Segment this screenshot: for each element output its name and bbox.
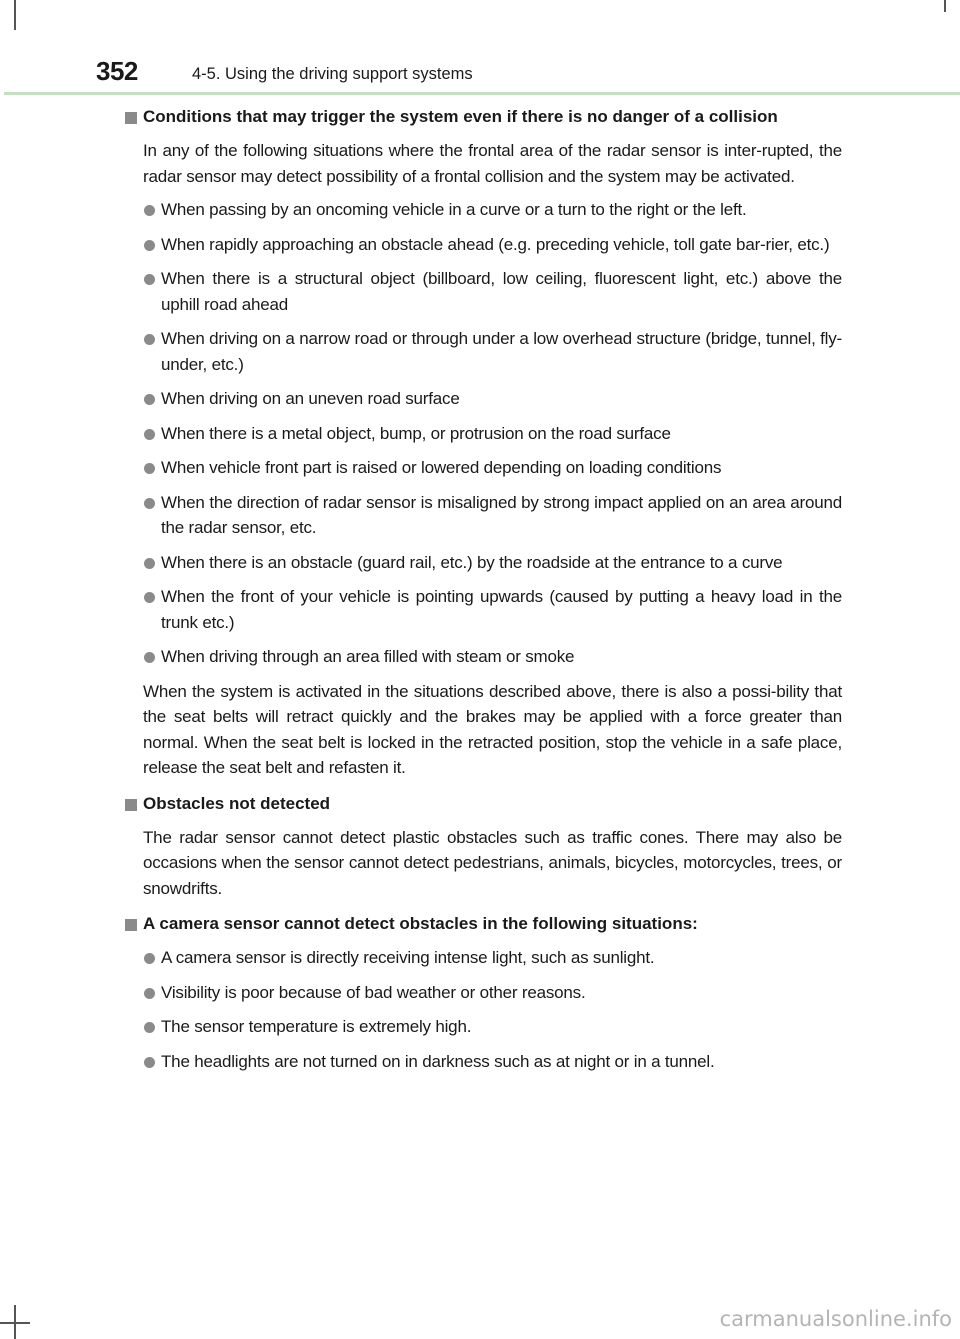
list-item-text: When driving on an uneven road surface <box>161 389 460 408</box>
list-item <box>124 326 842 377</box>
section-heading <box>124 911 842 937</box>
list-item-text: The headlights are not turned on in darkness such as at night or in a tunnel. <box>161 1051 715 1071</box>
page-header <box>96 56 856 92</box>
list-item <box>124 945 842 971</box>
crop-mark-top-left-v <box>14 0 16 30</box>
round-bullet-icon <box>144 988 155 999</box>
list-item-text: When vehicle front part is raised or lowered depending on loading conditions <box>161 458 722 477</box>
list-item <box>124 550 842 576</box>
crop-mark-top-right-v <box>944 0 946 12</box>
list-item-text: When there is an obstacle (guard rail, etc.) by the roadside at the entrance to a curve <box>161 552 783 572</box>
list-item <box>124 980 842 1006</box>
round-bullet-icon <box>144 334 155 345</box>
crop-mark-bottom-left-h <box>0 1322 30 1324</box>
list-item <box>124 1014 842 1040</box>
list-item-text: When there is a metal object, bump, or protrusion on the road surface <box>161 423 671 443</box>
list-item <box>124 386 842 412</box>
round-bullet-icon <box>144 240 155 251</box>
watermark: carmanualsonline.info <box>719 1307 952 1331</box>
section-heading <box>124 791 842 817</box>
round-bullet-icon <box>144 592 155 603</box>
list-item-text: When driving on a narrow road or through under a low overhead structure (bridge, tunnel, fly-under, etc.) <box>161 329 842 374</box>
paragraph: In any of the following situations where the frontal area of the radar sensor is inter-rupted, the radar sensor may detect possibility of a frontal collision and the system may be activated. <box>143 141 842 186</box>
list-item-text: Visibility is poor because of bad weather or other reasons. <box>161 982 586 1002</box>
list-item <box>124 490 842 541</box>
square-bullet-icon <box>125 112 137 124</box>
round-bullet-icon <box>144 652 155 663</box>
list-item-text: When driving through an area filled with steam or smoke <box>161 647 575 666</box>
round-bullet-icon <box>144 1057 155 1068</box>
round-bullet-icon <box>144 463 155 474</box>
list-item <box>124 266 842 317</box>
heading-text: Obstacles not detected <box>143 793 331 813</box>
round-bullet-icon <box>144 205 155 216</box>
list-item <box>124 584 842 635</box>
paragraph: When the system is activated in the situations described above, there is also a possi-bility that the seat belts will retract quickly and the brakes may be applied with a force greater than normal. When the seat belt is locked in the retracted position, stop the vehicle in a safe place, release the seat belt and refasten it. <box>143 681 842 777</box>
section-heading <box>124 104 842 130</box>
round-bullet-icon <box>144 558 155 569</box>
square-bullet-icon <box>125 799 137 811</box>
round-bullet-icon <box>144 498 155 509</box>
list-item-text: When there is a structural object (billboard, low ceiling, fluorescent light, etc.) above the uphill road ahead <box>161 269 842 314</box>
heading-text: Conditions that may trigger the system even if there is no danger of a collision <box>143 107 778 126</box>
list-item <box>124 232 842 258</box>
section-title: 4-5. Using the driving support systems <box>192 65 473 83</box>
list-item-text: A camera sensor is directly receiving intense light, such as sunlight. <box>161 948 655 967</box>
list-item <box>124 455 842 481</box>
list-item <box>124 421 842 447</box>
round-bullet-icon <box>144 274 155 285</box>
page-content <box>124 104 842 1083</box>
list-item-text: When passing by an oncoming vehicle in a curve or a turn to the right or the left. <box>161 200 747 219</box>
heading-text: A camera sensor cannot detect obstacles in the following situations: <box>143 914 698 933</box>
list-item-text: When the direction of radar sensor is misaligned by strong impact applied on an area around the radar sensor, etc. <box>161 492 842 537</box>
list-item <box>124 1049 842 1075</box>
list-item <box>124 644 842 670</box>
paragraph: The radar sensor cannot detect plastic obstacles such as traffic cones. There may also be occasions when the sensor cannot detect pedestrians, animals, bicycles, motorcycles, trees, or snowdrifts. <box>143 827 842 898</box>
round-bullet-icon <box>144 394 155 405</box>
round-bullet-icon <box>144 953 155 964</box>
list-item-text: When rapidly approaching an obstacle ahead (e.g. preceding vehicle, toll gate bar-rier, etc.) <box>161 234 830 254</box>
square-bullet-icon <box>125 919 137 931</box>
round-bullet-icon <box>144 429 155 440</box>
list-item-text: When the front of your vehicle is pointing upwards (caused by putting a heavy load in the trunk etc.) <box>161 587 842 632</box>
list-item <box>124 197 842 223</box>
header-divider <box>4 92 960 95</box>
list-item-text: The sensor temperature is extremely high. <box>161 1017 472 1036</box>
round-bullet-icon <box>144 1022 155 1033</box>
page-number: 352 <box>96 56 138 86</box>
